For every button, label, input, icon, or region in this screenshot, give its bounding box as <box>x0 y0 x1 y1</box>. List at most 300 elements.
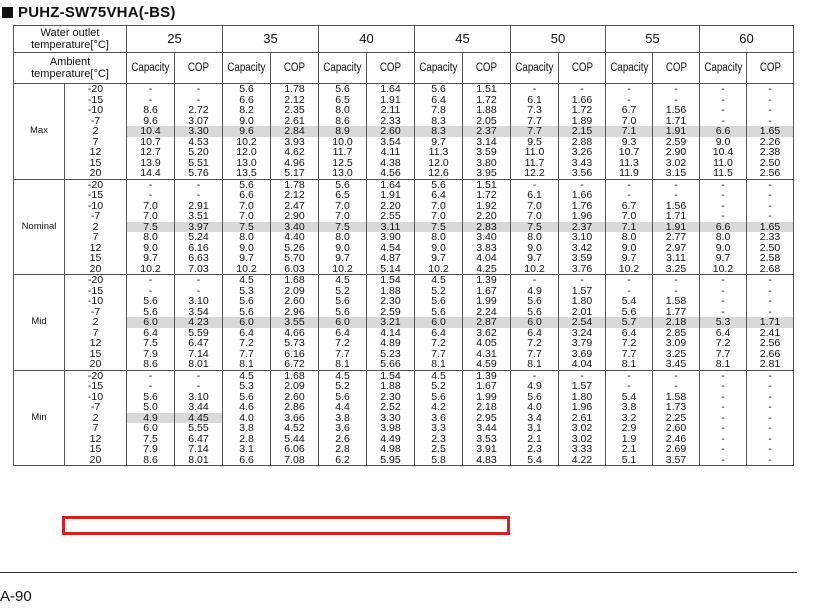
cop-cell: 1.73 <box>653 402 700 413</box>
capacity-cell: - <box>606 381 653 392</box>
capacity-cell: 7.0 <box>606 211 653 222</box>
capacity-cell: 7.7 <box>511 126 559 137</box>
cop-cell: 6.47 <box>175 338 223 349</box>
cop-cell: - <box>653 95 700 106</box>
cop-cell: - <box>559 275 606 286</box>
cop-cell: 3.55 <box>271 317 319 328</box>
cop-cell: 5.55 <box>175 423 223 434</box>
cop-cell: 1.54 <box>367 370 415 381</box>
cop-cell: 3.90 <box>367 232 415 243</box>
cop-cell: 1.67 <box>463 381 511 392</box>
cop-cell: 7.14 <box>175 349 223 360</box>
capacity-column-header: Capacity <box>127 53 175 84</box>
cop-cell: - <box>653 275 700 286</box>
cop-cell: - <box>747 402 794 413</box>
cop-cell: 4.56 <box>367 168 415 179</box>
group-label: Nominal <box>14 179 65 275</box>
cop-cell: 3.59 <box>463 147 511 158</box>
ambient-temp-cell: 12 <box>65 147 127 158</box>
capacity-cell: 7.7 <box>700 349 747 360</box>
cop-cell: 1.78 <box>271 179 319 190</box>
cop-cell: - <box>747 179 794 190</box>
capacity-cell: - <box>700 84 747 95</box>
capacity-cell: 9.7 <box>700 253 747 264</box>
cop-cell: 6.06 <box>271 444 319 455</box>
capacity-cell: 7.7 <box>511 116 559 127</box>
cop-cell: 8.01 <box>175 455 223 466</box>
capacity-cell: 7.2 <box>511 338 559 349</box>
capacity-cell: - <box>700 455 747 466</box>
cop-cell: - <box>653 286 700 297</box>
cop-cell: 2.86 <box>271 402 319 413</box>
cop-cell: 2.61 <box>559 413 606 424</box>
cop-cell: 3.15 <box>653 168 700 179</box>
cop-cell: 2.59 <box>653 137 700 148</box>
highlight-annotation-box <box>62 516 510 535</box>
capacity-cell: - <box>127 286 175 297</box>
cop-cell: 2.61 <box>271 116 319 127</box>
cop-cell: 2.46 <box>653 434 700 445</box>
capacity-cell: - <box>606 370 653 381</box>
cop-cell: 3.97 <box>175 222 223 233</box>
capacity-cell: 7.5 <box>127 338 175 349</box>
cop-cell: - <box>747 116 794 127</box>
ambient-temp-cell: -15 <box>65 95 127 106</box>
capacity-cell: 2.1 <box>511 434 559 445</box>
ambient-temp-cell: -20 <box>65 84 127 95</box>
table-row <box>14 232 794 243</box>
cop-cell: 1.71 <box>653 116 700 127</box>
cop-cell: 2.18 <box>463 402 511 413</box>
group-label: Min <box>14 370 65 466</box>
cop-cell: 4.22 <box>559 455 606 466</box>
cop-cell: - <box>747 392 794 403</box>
cop-column-header: COP <box>367 53 415 84</box>
ambient-temp-cell: -15 <box>65 190 127 201</box>
cop-cell: 1.88 <box>463 105 511 116</box>
capacity-cell: 4.4 <box>319 402 367 413</box>
capacity-cell: 9.6 <box>127 116 175 127</box>
cop-cell: 1.54 <box>367 275 415 286</box>
capacity-cell: - <box>700 423 747 434</box>
cop-cell: 4.62 <box>271 147 319 158</box>
cop-cell: 4.25 <box>463 264 511 275</box>
capacity-cell: - <box>700 370 747 381</box>
capacity-cell: - <box>606 190 653 201</box>
cop-cell: 1.57 <box>559 286 606 297</box>
cop-cell: 2.69 <box>653 444 700 455</box>
cop-cell: - <box>747 434 794 445</box>
cop-cell: 4.98 <box>367 444 415 455</box>
cop-cell: 3.51 <box>175 211 223 222</box>
cop-cell: 2.81 <box>747 359 794 370</box>
capacity-cell: 10.4 <box>700 147 747 158</box>
capacity-cell: 5.4 <box>511 455 559 466</box>
cop-cell: 1.72 <box>559 105 606 116</box>
cop-cell: 1.99 <box>463 392 511 403</box>
cop-cell: - <box>747 275 794 286</box>
water-temp-header: 55 <box>606 26 700 53</box>
capacity-cell: 3.6 <box>319 423 367 434</box>
capacity-cell: 6.0 <box>223 317 271 328</box>
capacity-cell: 5.6 <box>319 392 367 403</box>
ambient-temp-cell: -10 <box>65 296 127 307</box>
cop-column-header: COP <box>747 53 794 84</box>
ambient-temp-cell: 15 <box>65 158 127 169</box>
cop-cell: 2.52 <box>367 402 415 413</box>
cop-cell: 1.91 <box>367 190 415 201</box>
capacity-cell: 7.8 <box>415 105 463 116</box>
capacity-cell: 6.4 <box>127 328 175 339</box>
cop-cell: 2.26 <box>747 137 794 148</box>
capacity-cell: 5.6 <box>511 307 559 318</box>
capacity-cell: 12.0 <box>223 147 271 158</box>
capacity-cell: 8.0 <box>700 232 747 243</box>
capacity-cell: 9.6 <box>223 126 271 137</box>
page-number: A-90 <box>0 588 32 605</box>
capacity-cell: 5.4 <box>606 392 653 403</box>
capacity-cell: 10.0 <box>319 137 367 148</box>
cop-cell: 3.10 <box>175 392 223 403</box>
capacity-cell: 4.6 <box>223 402 271 413</box>
cop-cell: 2.11 <box>367 105 415 116</box>
cop-cell: - <box>175 381 223 392</box>
capacity-cell: 6.0 <box>415 317 463 328</box>
ambient-temp-cell: 12 <box>65 434 127 445</box>
cop-column-header: COP <box>271 53 319 84</box>
cop-cell: 1.99 <box>463 296 511 307</box>
cop-cell: - <box>747 423 794 434</box>
ambient-temp-cell: -7 <box>65 402 127 413</box>
cop-cell: 1.72 <box>463 95 511 106</box>
capacity-cell: 7.7 <box>415 349 463 360</box>
ambient-temp-cell: -10 <box>65 392 127 403</box>
capacity-cell: 4.9 <box>127 413 175 424</box>
cop-cell: 4.11 <box>367 147 415 158</box>
capacity-cell: 7.5 <box>319 222 367 233</box>
capacity-cell: 8.6 <box>319 116 367 127</box>
capacity-cell: 8.0 <box>606 232 653 243</box>
capacity-cell: 7.7 <box>511 349 559 360</box>
cop-cell: 1.92 <box>463 201 511 212</box>
capacity-cell: 10.2 <box>606 264 653 275</box>
cop-cell: 1.80 <box>559 296 606 307</box>
cop-cell: 3.54 <box>175 307 223 318</box>
capacity-cell: 7.5 <box>127 434 175 445</box>
capacity-cell: - <box>127 190 175 201</box>
capacity-cell: 6.5 <box>319 190 367 201</box>
table-row <box>14 296 794 307</box>
capacity-cell: 4.9 <box>511 286 559 297</box>
table-row <box>14 211 794 222</box>
capacity-cell: - <box>606 84 653 95</box>
cop-cell: 2.30 <box>367 392 415 403</box>
capacity-cell: 3.4 <box>511 413 559 424</box>
group-label: Max <box>14 84 65 180</box>
ambient-temp-cell: 15 <box>65 444 127 455</box>
ambient-temp-cell: -15 <box>65 381 127 392</box>
cop-cell: - <box>747 286 794 297</box>
capacity-cell: 6.6 <box>700 126 747 137</box>
capacity-cell: - <box>700 392 747 403</box>
capacity-cell: 7.1 <box>606 126 653 137</box>
cop-cell: 1.76 <box>559 201 606 212</box>
cop-cell: 6.16 <box>271 349 319 360</box>
cop-cell: 1.66 <box>559 95 606 106</box>
cop-cell: 2.33 <box>367 116 415 127</box>
table-row <box>14 126 794 137</box>
capacity-cell: 9.0 <box>223 243 271 254</box>
cop-cell: 5.24 <box>175 232 223 243</box>
cop-cell: 3.66 <box>271 413 319 424</box>
cop-cell: 1.56 <box>653 105 700 116</box>
capacity-cell: 7.0 <box>415 211 463 222</box>
cop-cell: 1.65 <box>747 126 794 137</box>
capacity-column-header: Capacity <box>511 53 559 84</box>
capacity-cell: - <box>700 286 747 297</box>
capacity-cell: 5.6 <box>223 392 271 403</box>
cop-cell: 2.18 <box>653 317 700 328</box>
table-row <box>14 444 794 455</box>
capacity-cell: 7.7 <box>319 349 367 360</box>
table-row <box>14 168 794 179</box>
ambient-temp-cell: 7 <box>65 137 127 148</box>
water-temp-header: 45 <box>415 26 511 53</box>
cop-cell: - <box>175 286 223 297</box>
cop-cell: 3.11 <box>367 222 415 233</box>
cop-cell: - <box>747 307 794 318</box>
cop-cell: 3.33 <box>559 444 606 455</box>
capacity-cell: 8.3 <box>415 126 463 137</box>
cop-cell: 1.96 <box>559 211 606 222</box>
cop-cell: 1.64 <box>367 179 415 190</box>
cop-cell: 5.20 <box>175 147 223 158</box>
capacity-cell: 9.0 <box>511 243 559 254</box>
cop-cell: - <box>747 84 794 95</box>
cop-cell: 2.05 <box>463 116 511 127</box>
capacity-cell: 1.9 <box>606 434 653 445</box>
capacity-column-header: Capacity <box>415 53 463 84</box>
ambient-temp-cell: 20 <box>65 455 127 466</box>
capacity-cell: 6.6 <box>223 190 271 201</box>
capacity-cell: - <box>127 275 175 286</box>
cop-cell: 1.91 <box>367 95 415 106</box>
cop-cell: 4.40 <box>271 232 319 243</box>
capacity-cell: - <box>700 179 747 190</box>
capacity-cell: 9.7 <box>511 253 559 264</box>
cop-cell: 5.26 <box>271 243 319 254</box>
cop-cell: 2.54 <box>559 317 606 328</box>
water-temp-header: 40 <box>319 26 415 53</box>
capacity-cell: - <box>700 201 747 212</box>
cop-cell: 3.02 <box>653 158 700 169</box>
capacity-cell: 10.2 <box>223 264 271 275</box>
capacity-cell: 5.6 <box>511 392 559 403</box>
water-temp-header: 50 <box>511 26 606 53</box>
capacity-cell: 8.1 <box>700 359 747 370</box>
cop-cell: 1.57 <box>559 381 606 392</box>
capacity-cell: 7.2 <box>223 338 271 349</box>
cop-cell: 2.97 <box>653 243 700 254</box>
cop-column-header: COP <box>653 53 700 84</box>
capacity-cell: 4.5 <box>415 370 463 381</box>
cop-cell: 2.25 <box>653 413 700 424</box>
cop-cell: 2.88 <box>559 137 606 148</box>
capacity-cell: 7.9 <box>127 349 175 360</box>
cop-cell: 1.39 <box>463 275 511 286</box>
cop-cell: 5.76 <box>175 168 223 179</box>
cop-cell: 2.83 <box>463 222 511 233</box>
capacity-cell: - <box>127 179 175 190</box>
capacity-cell: 10.2 <box>319 264 367 275</box>
capacity-cell: 5.2 <box>415 286 463 297</box>
table-row <box>14 275 794 286</box>
capacity-cell: - <box>700 190 747 201</box>
cop-cell: 1.56 <box>653 201 700 212</box>
table-row <box>14 317 794 328</box>
capacity-cell: 7.9 <box>127 444 175 455</box>
cop-cell: 2.50 <box>747 243 794 254</box>
ambient-temp-cell: 15 <box>65 253 127 264</box>
cop-cell: - <box>747 105 794 116</box>
capacity-cell: 4.2 <box>415 402 463 413</box>
capacity-cell: - <box>127 84 175 95</box>
cop-cell: 2.01 <box>559 307 606 318</box>
cop-cell: 5.66 <box>367 359 415 370</box>
capacity-cell: 7.0 <box>127 211 175 222</box>
capacity-cell: 11.7 <box>319 147 367 158</box>
capacity-cell: 2.6 <box>319 434 367 445</box>
cop-cell: 3.14 <box>463 137 511 148</box>
capacity-cell: - <box>511 84 559 95</box>
ambient-temp-cell: 12 <box>65 243 127 254</box>
capacity-cell: 8.0 <box>511 232 559 243</box>
cop-cell: - <box>559 370 606 381</box>
water-temp-header: 35 <box>223 26 319 53</box>
cop-cell: 3.95 <box>463 168 511 179</box>
capacity-cell: 8.1 <box>319 359 367 370</box>
cop-cell: 3.44 <box>463 423 511 434</box>
cop-cell: 1.89 <box>559 116 606 127</box>
cop-cell: - <box>653 190 700 201</box>
capacity-cell: 9.7 <box>415 253 463 264</box>
cop-cell: 3.40 <box>271 222 319 233</box>
capacity-cell: 5.6 <box>319 84 367 95</box>
cop-cell: 2.37 <box>559 222 606 233</box>
capacity-cell: 2.1 <box>606 444 653 455</box>
ambient-temp-cell: 7 <box>65 328 127 339</box>
capacity-cell: 2.3 <box>415 434 463 445</box>
cop-cell: 2.66 <box>747 349 794 360</box>
capacity-cell: 2.5 <box>415 444 463 455</box>
cop-cell: 2.56 <box>747 168 794 179</box>
cop-cell: 3.10 <box>559 232 606 243</box>
capacity-cell: 6.6 <box>700 222 747 233</box>
cop-cell: 2.38 <box>747 147 794 158</box>
capacity-cell: 6.4 <box>606 328 653 339</box>
ambient-temp-cell: -10 <box>65 201 127 212</box>
cop-cell: 4.89 <box>367 338 415 349</box>
cop-cell: 1.91 <box>653 222 700 233</box>
capacity-cell: - <box>700 381 747 392</box>
cop-cell: 3.21 <box>367 317 415 328</box>
cop-cell: - <box>747 444 794 455</box>
capacity-cell: 6.4 <box>700 328 747 339</box>
cop-cell: - <box>747 413 794 424</box>
cop-column-header: COP <box>559 53 606 84</box>
cop-cell: 3.59 <box>559 253 606 264</box>
cop-cell: 2.58 <box>747 253 794 264</box>
cop-cell: 2.77 <box>653 232 700 243</box>
cop-cell: 3.26 <box>559 147 606 158</box>
capacity-cell: - <box>700 95 747 106</box>
capacity-cell: 10.2 <box>223 137 271 148</box>
cop-cell: - <box>747 190 794 201</box>
performance-table <box>13 25 794 466</box>
cop-cell: 1.51 <box>463 84 511 95</box>
capacity-cell: 6.0 <box>127 317 175 328</box>
cop-cell: 2.87 <box>463 317 511 328</box>
cop-cell: - <box>747 201 794 212</box>
table-row <box>14 264 794 275</box>
capacity-cell: 5.6 <box>415 296 463 307</box>
capacity-cell: - <box>700 105 747 116</box>
table-row <box>14 338 794 349</box>
cop-cell: 6.03 <box>271 264 319 275</box>
cop-cell: 2.30 <box>367 296 415 307</box>
capacity-cell: 4.5 <box>223 370 271 381</box>
cop-cell: 2.47 <box>271 201 319 212</box>
capacity-cell: 9.0 <box>127 243 175 254</box>
cop-cell: - <box>653 381 700 392</box>
capacity-cell: 3.1 <box>511 423 559 434</box>
capacity-cell: 2.9 <box>606 423 653 434</box>
page-title <box>2 3 176 21</box>
cop-column-header: COP <box>175 53 223 84</box>
cop-cell: 4.31 <box>463 349 511 360</box>
cop-cell: 4.05 <box>463 338 511 349</box>
capacity-cell: 7.2 <box>415 338 463 349</box>
capacity-cell: 7.5 <box>127 222 175 233</box>
cop-cell: - <box>175 95 223 106</box>
capacity-cell: 13.0 <box>319 168 367 179</box>
cop-cell: 6.16 <box>175 243 223 254</box>
cop-cell: - <box>747 296 794 307</box>
cop-cell: 5.23 <box>367 349 415 360</box>
cop-cell: 3.02 <box>559 423 606 434</box>
capacity-cell: 8.3 <box>415 116 463 127</box>
ambient-temp-cell: 20 <box>65 168 127 179</box>
capacity-cell: 7.0 <box>415 201 463 212</box>
capacity-cell: 9.7 <box>223 253 271 264</box>
capacity-cell: 6.1 <box>511 95 559 106</box>
table-row <box>14 105 794 116</box>
cop-cell: 3.42 <box>559 243 606 254</box>
water-temp-header: 25 <box>127 26 223 53</box>
capacity-cell: 9.0 <box>319 243 367 254</box>
capacity-cell: 7.0 <box>511 211 559 222</box>
table-row <box>14 147 794 158</box>
capacity-cell: - <box>700 434 747 445</box>
cop-cell: 1.91 <box>653 126 700 137</box>
cop-cell: 4.87 <box>367 253 415 264</box>
cop-cell: 1.39 <box>463 370 511 381</box>
cop-cell: 8.01 <box>175 359 223 370</box>
cop-cell: - <box>653 370 700 381</box>
cop-cell: 3.30 <box>175 126 223 137</box>
capacity-cell: 4.5 <box>319 275 367 286</box>
capacity-cell: - <box>700 444 747 455</box>
